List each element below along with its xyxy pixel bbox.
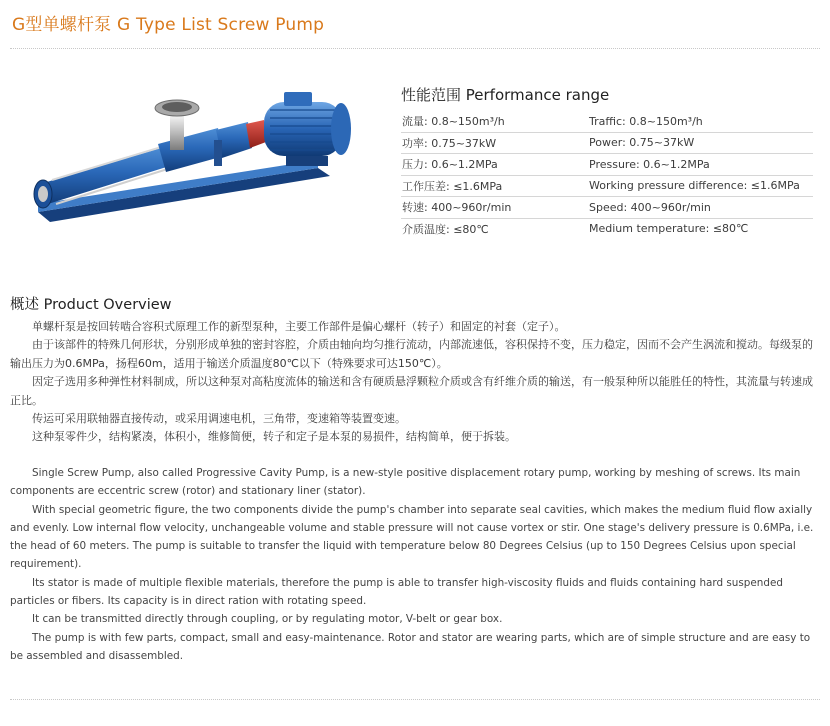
performance-title: 性能范围 Performance range: [401, 86, 610, 104]
en-paragraph: Single Screw Pump, also called Progressive Cavity Pump, is a new-style positive displacement rotary pump, working by meshing of screws. Its main components are eccentric screw (rotor) and stationary liner (stator).: [10, 467, 801, 498]
spec-row-temperature: [401, 218, 813, 239]
pump-image: [18, 72, 358, 242]
overview-english-text: [10, 464, 822, 665]
spec-power-en: Power: 0.75~37kW: [588, 132, 813, 154]
spec-pressure-difference-en: Working pressure difference: ≤1.6MPa: [588, 175, 813, 197]
spec-speed-cn: 转速: 400~960r/min: [401, 197, 588, 219]
spec-row-pressure-difference: [401, 175, 813, 197]
spec-row-pressure: [401, 154, 813, 176]
overview-chinese-text: [10, 318, 822, 447]
spec-row-flow: [401, 111, 813, 132]
cn-paragraph: 这种泵零件少，结构紧凑，体积小，维修简便，转子和定子是本泵的易损件，结构简单，便于拆装。: [32, 430, 516, 444]
cn-paragraph: 因定子选用多种弹性材料制成，所以这种泵对高粘度流体的输送和含有硬质悬浮颗粒介质或含有纤维介质的输送，有一般泵种所以能胜任的特性，其流量与转速成正比。: [10, 375, 813, 407]
cn-paragraph: 由于该部件的特殊几何形状，分别形成单独的密封容腔，介质由轴向均匀推行流动，内部流速低，容积保持不变，压力稳定，因而不会产生涡流和搅动。每级泵的输出压力为0.6MPa，扬程60m，适用于输送介质温度80℃以下（特殊要求可达150℃）。: [10, 338, 813, 370]
en-paragraph: With special geometric figure, the two components divide the pump's chamber into separate seal cavities, which makes the medium fluid flow axially and evenly. Low internal flow velocity, unchangeable volume and stable pressure will not cause vortex or stir. One stage's delivery pressure is 0.6MPa, i.e. the head of 60 meters. The pump is suitable to transfer the liquid with temperature below 80 Degrees Celsius (up to 150 Degrees Celsius upon special requirement).: [10, 503, 814, 571]
en-paragraph: The pump is with few parts, compact, small and easy-maintenance. Rotor and stator are wearing parts, which are of simple structure and are easy to be assembled and disassembled.: [10, 631, 811, 662]
overview-title: 概述 Product Overview: [10, 297, 172, 313]
performance-table: [401, 111, 813, 239]
title-divider: [10, 48, 820, 49]
page-title: G型单螺杆泵 G Type List Screw Pump: [12, 15, 325, 35]
cn-paragraph: 传运可采用联轴器直接传动，或采用调速电机，三角带，变速箱等装置变速。: [32, 412, 406, 426]
bottom-divider: [10, 699, 820, 700]
spec-power-cn: 功率: 0.75~37kW: [401, 132, 588, 154]
spec-flow-cn: 流量: 0.8~150m³/h: [401, 111, 588, 132]
en-paragraph: Its stator is made of multiple flexible materials, therefore the pump is able to transfer high-viscosity fluids and fluids containing hard suspended particles or fibers. Its capacity is in direct ration with rotating speed.: [10, 576, 783, 608]
spec-pressure-en: Pressure: 0.6~1.2MPa: [588, 154, 813, 176]
spec-temperature-cn: 介质温度: ≤80℃: [402, 222, 489, 236]
spec-row-power: [401, 132, 813, 154]
spec-pressure-cn: 压力: 0.6~1.2MPa: [401, 154, 588, 176]
cn-paragraph: 单螺杆泵是按回转啮合容积式原理工作的新型泵种，主要工作部件是偏心螺杆（转子）和固定的衬套（定子）。: [32, 320, 566, 333]
spec-row-speed: [401, 197, 813, 219]
spec-pressure-difference-cn: 工作压差: ≤1.6MPa: [401, 175, 588, 197]
spec-speed-en: Speed: 400~960r/min: [588, 197, 813, 219]
spec-temperature-en: Medium temperature: ≤80℃: [589, 222, 749, 236]
spec-flow-en: Traffic: 0.8~150m³/h: [588, 111, 813, 132]
en-paragraph: It can be transmitted directly through coupling, or by regulating motor, V-belt or gear box.: [32, 613, 503, 626]
